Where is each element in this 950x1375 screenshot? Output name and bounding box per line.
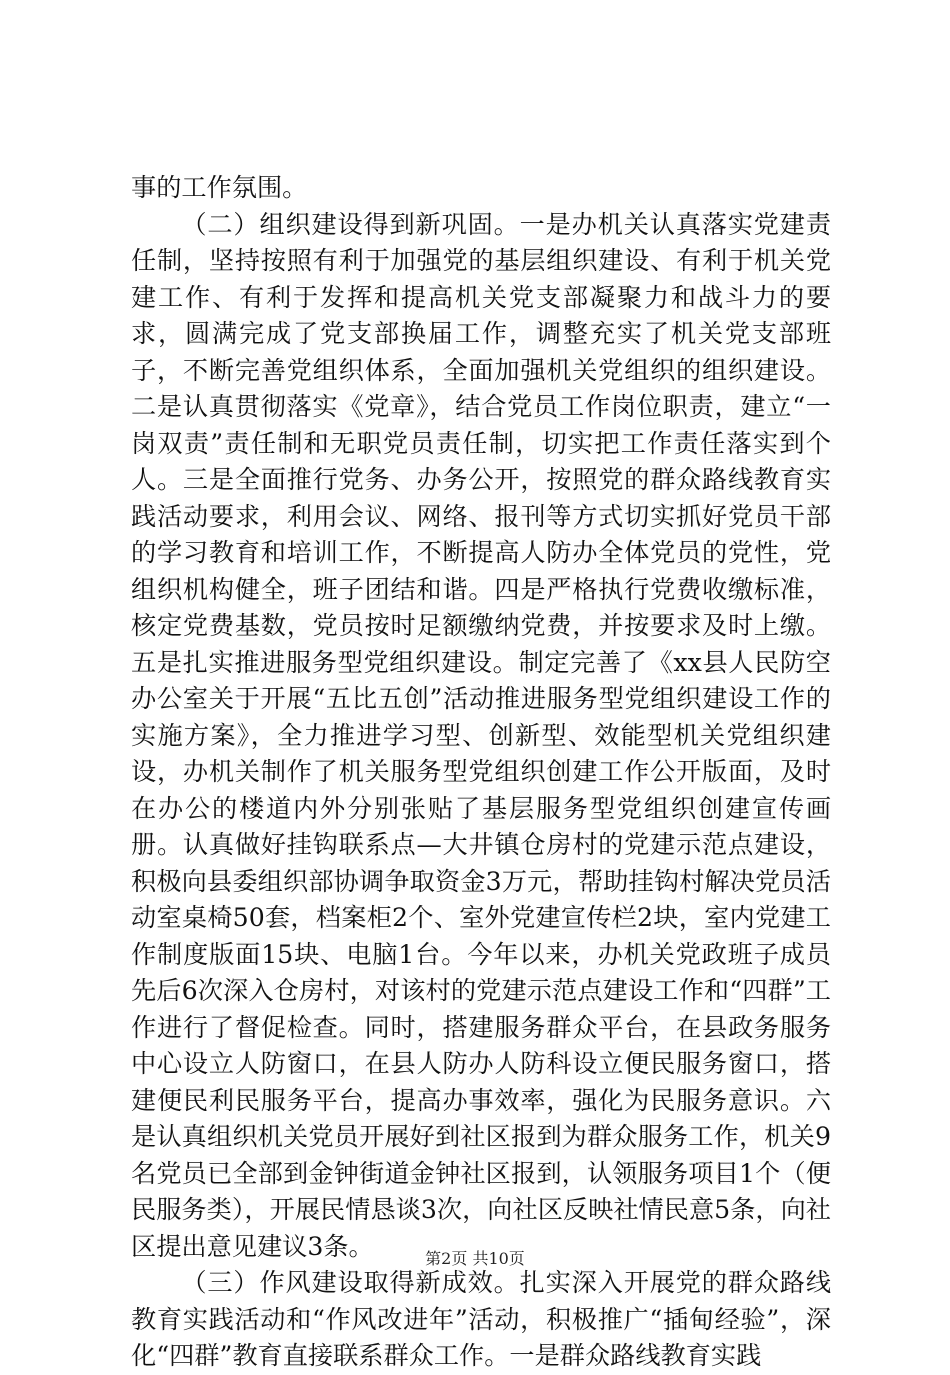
paragraph-continuation: 事的工作氛围。 bbox=[131, 173, 308, 202]
page-number-footer: 第2页 共10页 bbox=[425, 1249, 525, 1268]
document-body bbox=[131, 170, 831, 1375]
paragraph-organization-building: （二）组织建设得到新巩固。一是办机关认真落实党建责任制，坚持按照有利于加强党的基层组织建设、有利于机关党建工作、有利于发挥和提高机关党支部凝聚力和战斗力的要求，圆满完成了党支部换届工作，调整充实了机关党支部班子，不断完善党组织体系，全面加强机关党组织的组织建设。二是认真贯彻落实《党章》，结合党员工作岗位职责，建立“一岗双责”责任制和无职党员责任制，切实把工作责任落实到个人。三是全面推行党务、办务公开，按照党的群众路线教育实践活动要求，利用会议、网络、报刊等方式切实抓好党员干部的学习教育和培训工作，不断提高人防办全体党员的党性，党组织机构健全，班子团结和谐。四是严格执行党费收缴标准，核定党费基数，党员按时足额缴纳党费，并按要求及时上缴。五是扎实推进服务型党组织建设。制定完善了《xx县人民防空办公室关于开展“五比五创”活动推进服务型党组织建设工作的实施方案》，全力推进学习型、创新型、效能型机关党组织建设，办机关制作了机关服务型党组织创建工作公开版面，及时在办公的楼道内外分别张贴了基层服务型党组织创建宣传画册。认真做好挂钩联系点—大井镇仓房村的党建示范点建设，积极向县委组织部协调争取资金3万元，帮助挂钩村解决党员活动室桌椅50套，档案柜2个、室外党建宣传栏2块，室内党建工作制度版面15块、电脑1台。今年以来，办机关党政班子成员先后6次深入仓房村，对该村的党建示范点建设工作和“四群”工作进行了督促检查。同时，搭建服务群众平台，在县政务服务中心设立人防窗口，在县人防办人防科设立便民服务窗口，搭建便民利民服务平台，提高办事效率，强化为民服务意识。六是认真组织机关党员开展好到社区报到为群众服务工作，机关9名党员已全部到金钟街道金钟社区报到，认领服务项目1个（便民服务类），开展民情恳谈3次，向社区反映社情民意5条，向社区提出意见建议3条。 bbox=[131, 209, 831, 1261]
paragraph-work-style-building: （三）作风建设取得新成效。扎实深入开展党的群众路线教育实践活动和“作风改进年”活动，积极推广“插甸经验”，深化“四群”教育直接联系群众工作。一是群众路线教育实践 bbox=[131, 1268, 831, 1370]
